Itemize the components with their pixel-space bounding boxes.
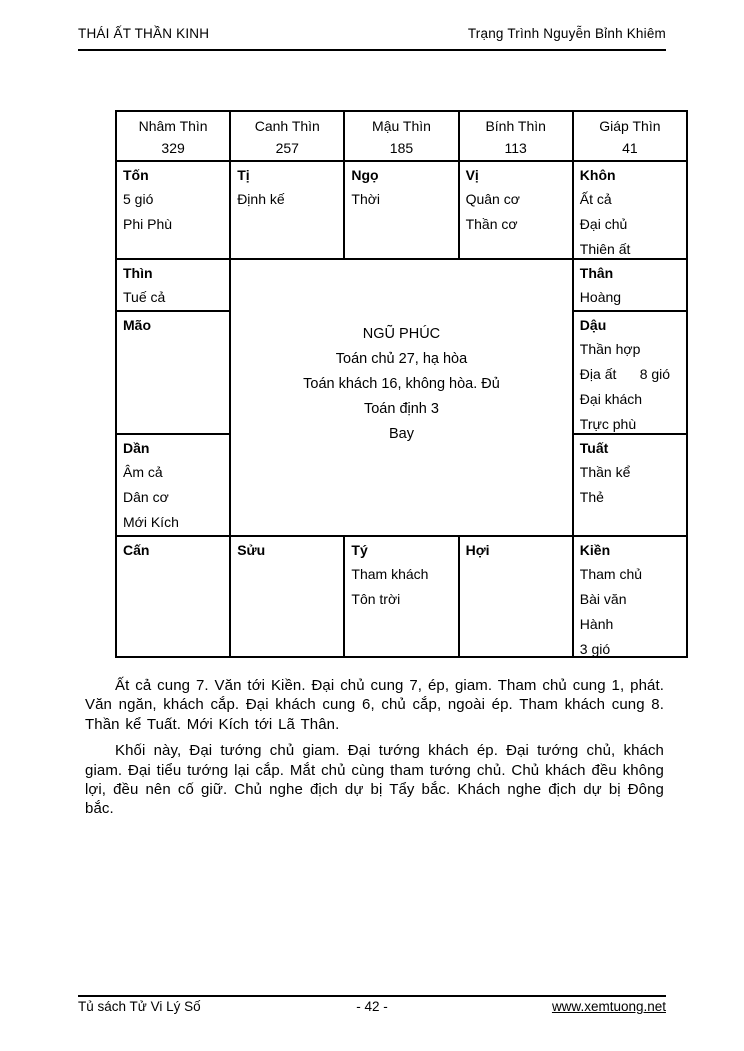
cell-dan: [116, 434, 230, 536]
cell-thin: [116, 259, 230, 311]
cell-suu: [230, 536, 344, 657]
cell-khon: [573, 161, 687, 259]
cell-year-giap-thin: [573, 111, 687, 161]
cell-title: Tốn: [123, 167, 149, 183]
header-rule: [78, 49, 666, 51]
footer-series-title: Tủ sách Tử Vi Lý Số: [78, 999, 201, 1014]
footer-page-number: - 42 -: [356, 999, 388, 1014]
cell-title: Dậu: [579, 317, 607, 333]
cell-year-nham-thin: [116, 111, 230, 161]
cell-title: Ngọ: [351, 167, 379, 183]
cell-title: Dần: [123, 440, 150, 456]
year-name: Canh Thìn: [254, 118, 320, 134]
cell-line: Tôn trời: [351, 591, 401, 607]
book-title: THÁI ẤT THẦN KINH: [78, 26, 210, 41]
cell-line: Thần hợp: [579, 341, 641, 357]
cell-year-canh-thin: [230, 111, 344, 161]
page-header: [78, 26, 666, 41]
cell-year-mau-thin: [344, 111, 458, 161]
cell-line: Định kế: [237, 191, 285, 207]
cell-line: Ất cả: [579, 191, 612, 207]
cell-mao: [116, 311, 230, 434]
cell-title: Tý: [351, 542, 368, 558]
cell-title: Kiền: [579, 542, 611, 558]
cell-line: Âm cả: [123, 464, 163, 480]
cell-line: Thần kể: [579, 464, 631, 480]
cell-title: Thìn: [123, 265, 153, 281]
year-number: 41: [622, 140, 638, 156]
cell-line: Phi Phù: [123, 216, 173, 232]
cell-ty: [344, 536, 458, 657]
page-footer: [78, 999, 666, 1014]
cell-title: Hợi: [465, 542, 490, 558]
cell-line: Thần cơ: [465, 216, 518, 232]
year-number: 329: [161, 140, 185, 156]
footer-website-link[interactable]: www.xemtuong.net: [551, 999, 666, 1014]
cell-line: Thời: [351, 191, 381, 207]
cell-line: Hành: [579, 616, 614, 632]
year-number: 257: [275, 140, 299, 156]
cell-line: Đại chủ: [579, 216, 628, 232]
cell-line: Địa ất 8 gió: [579, 366, 671, 382]
year-number: 185: [389, 140, 414, 156]
cell-line: Toán định 3: [363, 401, 439, 417]
year-name: Nhâm Thìn: [138, 118, 208, 134]
paragraph-1: Ất cả cung 7. Văn tới Kiền. Đại chủ cung 7, ép, giam. Tham chủ cung 1, phát. Văn ngăn, khách cắp. Đại khách cung 6, chủ cắp, ngoài ép. Tham khách cung 8. Thần kể Tuất. Mới Kích tới Lã Thân.: [85, 677, 664, 733]
cell-kien: [573, 536, 687, 657]
cell-line: Bài văn: [579, 591, 627, 607]
cell-line: Tham chủ: [579, 566, 643, 582]
cell-line: 3 gió: [579, 641, 611, 657]
cell-title: Cấn: [123, 542, 150, 558]
cell-can: [116, 536, 230, 657]
cell-year-binh-thin: [459, 111, 573, 161]
cell-line: Thẻ: [579, 489, 604, 505]
cell-ti: [230, 161, 344, 259]
cell-title: Tị: [237, 167, 250, 183]
cell-line: Thiên ất: [579, 241, 631, 257]
cell-ton: [116, 161, 230, 259]
cell-line: Quân cơ: [465, 191, 520, 207]
cell-line: Bay: [388, 426, 414, 442]
cell-line: Mới Kích: [123, 514, 179, 530]
cell-line: Hoàng: [579, 289, 622, 305]
cell-title: Mão: [123, 317, 151, 333]
cell-line: Tuế cả: [123, 289, 166, 305]
cell-title: Vị: [465, 167, 479, 183]
footer-rule: [78, 995, 666, 997]
cell-title: Tuất: [579, 440, 609, 456]
cell-tuat: [573, 434, 687, 536]
year-name: Bính Thìn: [485, 118, 546, 134]
cell-ngo: [344, 161, 458, 259]
cell-line: Đại khách: [579, 391, 643, 407]
thai-at-chart-table: [115, 110, 688, 658]
paragraph-2: Khối này, Đại tướng chủ giam. Đại tướng khách ép. Đại tướng chủ, khách giam. Đại tiểu tướng lại cắp. Mắt chủ cùng tham tướng chủ. Chủ khách đều không lợi, đều nên cố giữ. Chủ nghe địch dự bị Tẩy bắc. Khách nghe địch dự bị Đông bắc.: [85, 742, 664, 818]
author-name: Trạng Trình Nguyễn Bỉnh Khiêm: [467, 26, 666, 41]
cell-than: [573, 259, 687, 311]
cell-title: Thân: [579, 265, 614, 281]
cell-line: Tham khách: [351, 566, 429, 582]
year-name: Mậu Thìn: [372, 118, 431, 134]
cell-line: NGŨ PHÚC: [362, 326, 441, 342]
cell-center-ngu-phuc: [230, 259, 573, 536]
cell-title: Khôn: [579, 167, 616, 183]
cell-vi: [459, 161, 573, 259]
cell-title: Sửu: [237, 542, 266, 558]
cell-dau: [573, 311, 687, 434]
cell-line: Trực phù: [579, 416, 637, 432]
body-text: [85, 676, 664, 826]
cell-line: 5 gió: [123, 191, 154, 207]
year-number: 113: [504, 140, 527, 156]
cell-line: Toán khách 16, không hòa. Đủ: [303, 376, 500, 392]
year-name: Giáp Thìn: [599, 118, 661, 134]
cell-line: Dân cơ: [123, 489, 169, 505]
cell-hoi: [459, 536, 573, 657]
cell-line: Toán chủ 27, hạ hòa: [335, 351, 468, 367]
